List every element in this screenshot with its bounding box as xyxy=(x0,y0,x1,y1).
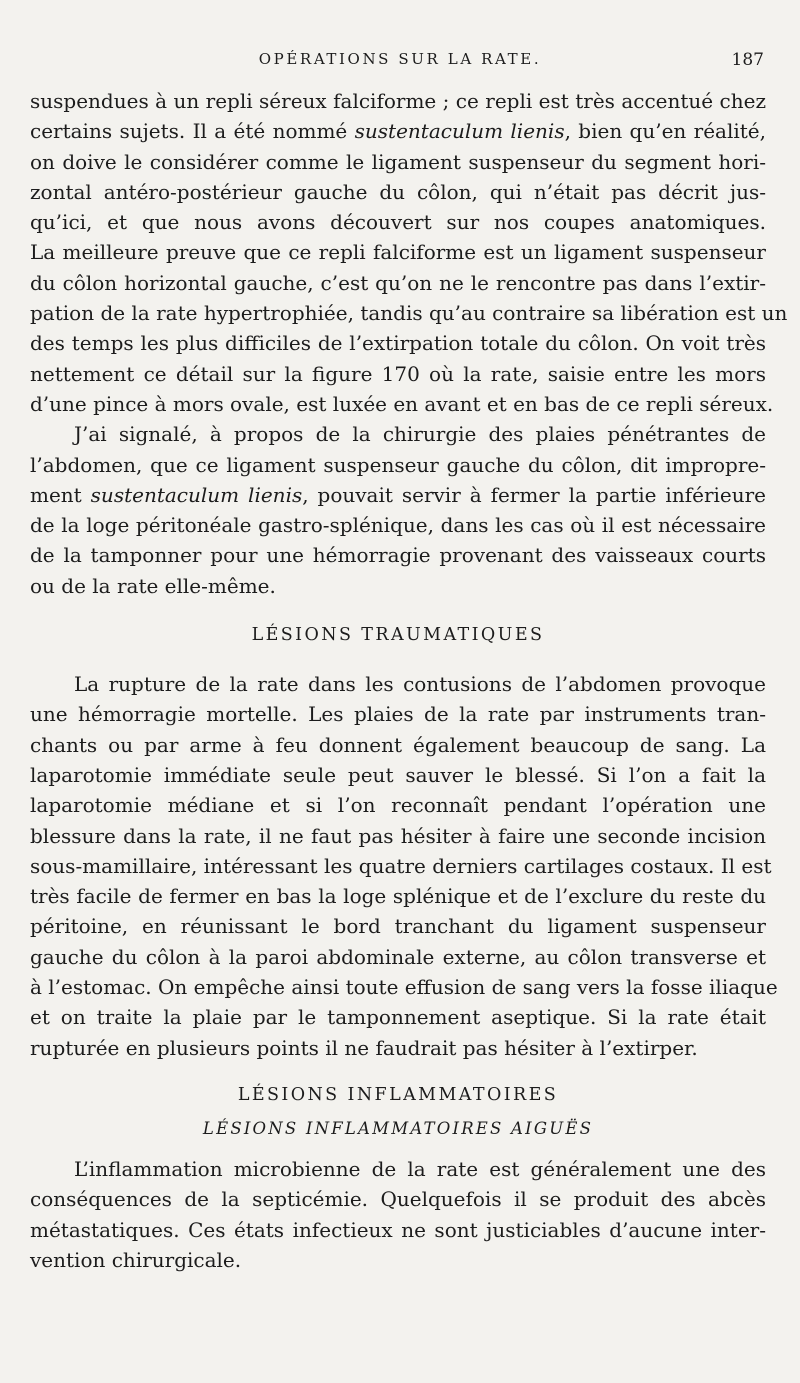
text-line: La meilleure preuve que ce repli falciforme est un ligament suspenseur xyxy=(30,240,766,265)
text-line: de la tamponner pour une hémorragie provenant des vaisseaux courts xyxy=(30,543,766,568)
text-line: chants ou par arme à feu donnent également beaucoup de sang. La xyxy=(30,732,766,757)
text-run: , bien qu’en réalité, xyxy=(564,119,766,144)
text-line: nettement ce détail sur la figure 170 où la rate, saisie entre les mors xyxy=(30,361,766,386)
running-head xyxy=(0,50,800,74)
text-line: l’abdomen, que ce ligament suspenseur gauche du côlon, dit impropre- xyxy=(30,452,766,477)
text-line: J’ai signalé, à propos de la chirurgie des plaies pénétrantes de xyxy=(74,422,766,447)
text-line: d’une pince à mors ovale, est luxée en avant et en bas de ce repli séreux. xyxy=(30,391,774,416)
page-number: 187 xyxy=(731,50,764,70)
text-line: métastatiques. Ces états infectieux ne sont justiciables d’aucune inter- xyxy=(30,1217,766,1242)
text-line: zontal antéro-postérieur gauche du côlon, qui n’était pas décrit jus- xyxy=(30,179,766,204)
text-line: pation de la rate hypertrophiée, tandis qu’au contraire sa libération est un xyxy=(30,301,788,326)
text-line: on doive le considérer comme le ligament suspenseur du segment hori- xyxy=(30,149,766,174)
paragraph-inflammation xyxy=(30,1154,766,1275)
text-line: très facile de fermer en bas la loge splénique et de l’exclure du reste du xyxy=(30,884,766,909)
text-line: blessure dans la rate, il ne faut pas hésiter à faire une seconde incision xyxy=(30,823,766,848)
text-line: à l’estomac. On empêche ainsi toute effusion de sang vers la fosse iliaque xyxy=(30,975,778,1000)
text-line: vention chirurgicale. xyxy=(30,1247,242,1272)
text-line: ou de la rate elle-même. xyxy=(30,573,276,598)
text-run: certains sujets. Il a été nommé xyxy=(30,119,355,144)
text-line: suspendues à un repli séreux falciforme ; ce repli est très accentué chez xyxy=(30,89,766,113)
text-line: L’inflammation microbienne de la rate est généralement une des xyxy=(74,1156,766,1181)
text-line: qu’ici, et que nous avons découvert sur nos coupes anatomiques. xyxy=(30,210,766,235)
running-title: OPÉRATIONS SUR LA RATE. xyxy=(258,50,542,68)
text-line: de la loge péritonéale gastro-splénique, dans les cas où il est nécessaire xyxy=(30,513,766,538)
subsection-heading-acute: LÉSIONS INFLAMMATOIRES AIGUËS xyxy=(202,1118,594,1138)
text-line: gauche du côlon à la paroi abdominale externe, au côlon transverse et xyxy=(30,944,766,969)
latin-term: sustentaculum lienis xyxy=(354,119,565,144)
text-run: , pouvait servir à fermer la partie inférieure xyxy=(302,482,767,507)
text-line xyxy=(30,480,766,510)
text-line: rupturée en plusieurs points il ne faudrait pas hésiter à l’extirper. xyxy=(30,1035,698,1060)
text-line: sous-mamillaire, intéressant les quatre derniers cartilages costaux. Il est xyxy=(30,853,772,878)
text-line: conséquences de la septicémie. Quelquefois il se produit des abcès xyxy=(30,1187,766,1212)
text-line: une hémorragie mortelle. Les plaies de la rate par instruments tran- xyxy=(30,702,766,727)
text-line: La rupture de la rate dans les contusions de l’abdomen provoque xyxy=(74,672,766,697)
text-line: et on traite la plaie par le tamponnement aseptique. Si la rate était xyxy=(30,1005,766,1030)
section-heading-traumatic: LÉSIONS TRAUMATIQUES xyxy=(251,625,545,646)
text-line xyxy=(30,116,766,146)
paragraph-hemorrhage xyxy=(30,419,766,601)
paragraph-rupture xyxy=(30,669,778,1063)
paragraph-ligament xyxy=(30,86,788,419)
text-line: laparotomie médiane et si l’on reconnaît pendant l’opération une xyxy=(30,793,766,818)
text-line: du côlon horizontal gauche, c’est qu’on ne le rencontre pas dans l’extir- xyxy=(30,270,766,295)
text-line: laparotomie immédiate seule peut sauver le blessé. Si l’on a fait la xyxy=(30,762,766,787)
text-line: des temps les plus difficiles de l’extirpation totale du côlon. On voit très xyxy=(30,331,766,356)
section-heading-inflammatory: LÉSIONS INFLAMMATOIRES xyxy=(237,1084,559,1105)
text-line: péritoine, en réunissant le bord tranchant du ligament suspenseur xyxy=(30,914,766,939)
latin-term: sustentaculum lienis xyxy=(90,482,303,507)
page-body xyxy=(30,86,788,1275)
text-run: ment xyxy=(30,482,91,507)
